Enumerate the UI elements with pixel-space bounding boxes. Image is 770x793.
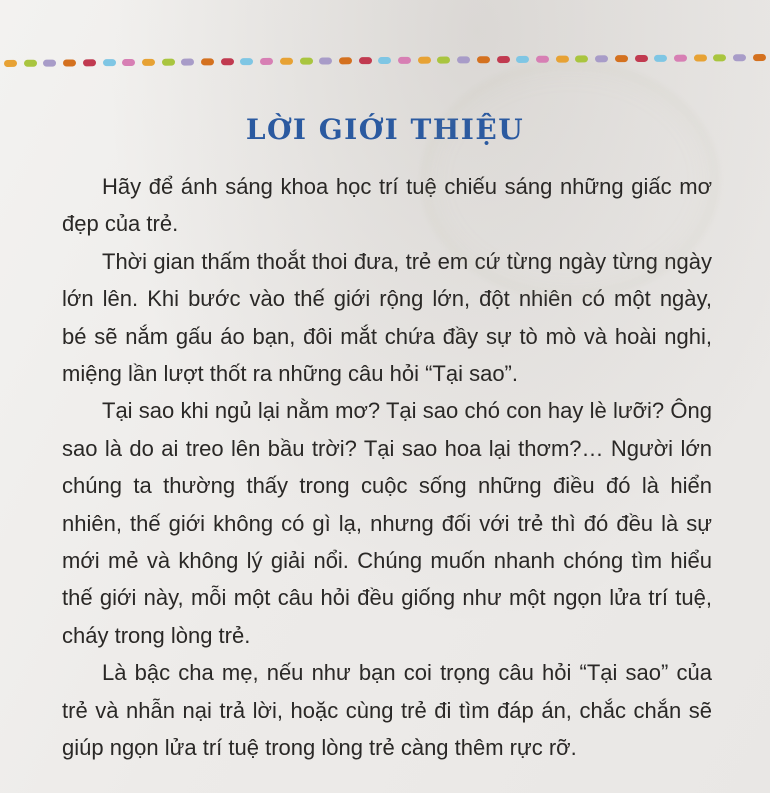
paragraph (62, 654, 712, 766)
text-line: mới mẻ và không lý giải nổi. Chúng muốn nhanh chóng tìm hiểu (62, 548, 712, 574)
dashed-divider (4, 54, 766, 67)
dash (536, 56, 549, 63)
dash (181, 58, 194, 65)
text-line: đẹp của trẻ. (62, 211, 179, 237)
dash (260, 58, 273, 65)
dash (575, 55, 588, 62)
dash (63, 59, 76, 66)
dash (556, 56, 569, 63)
text-line: chúng ta thường thấy trong cuộc sống những điều đó là hiển (62, 473, 712, 499)
dash (102, 59, 115, 66)
dash (300, 58, 313, 65)
dash (4, 60, 17, 67)
dash (457, 56, 470, 63)
dash (477, 56, 490, 63)
dash (713, 54, 726, 61)
body-text (62, 168, 712, 767)
dash (83, 59, 96, 66)
text-line: Hãy để ánh sáng khoa học trí tuệ chiếu sáng những giấc mơ (102, 174, 712, 199)
paragraph (62, 392, 712, 654)
dash (24, 60, 37, 67)
dash (162, 59, 175, 66)
dash (339, 57, 352, 64)
dash (694, 54, 707, 61)
text-line: Thời gian thấm thoắt thoi đưa, trẻ em cứ từng ngày từng ngày (102, 248, 712, 274)
dash (221, 58, 234, 65)
dash (43, 60, 56, 67)
dash (516, 56, 529, 63)
text-line: thế giới này, mỗi một câu hỏi đều giống như một ngọn lửa trí tuệ, (62, 585, 712, 611)
dash (654, 55, 667, 62)
dash (201, 58, 214, 65)
page-title: LỜI GIỚI THIỆU (245, 113, 525, 146)
text-line: trẻ và nhẫn nại trả lời, hoặc cùng trẻ đi tìm đáp án, chắc chắn sẽ (62, 697, 712, 723)
dash (733, 54, 746, 61)
paragraph (62, 168, 712, 243)
text-line: giúp ngọn lửa trí tuệ trong lòng trẻ càng thêm rực rỡ. (62, 735, 577, 761)
text-line: Tại sao khi ngủ lại nằm mơ? Tại sao chó con hay lè lưỡi? Ông (102, 398, 712, 424)
dash (674, 55, 687, 62)
text-line: lớn lên. Khi bước vào thế giới rộng lớn, đột nhiên có một ngày, (62, 286, 712, 312)
dash (418, 57, 431, 64)
dash (280, 58, 293, 65)
dash (240, 58, 253, 65)
text-line: bé sẽ nắm gấu áo bạn, đôi mắt chứa đầy sự tò mò và hoài nghi, (62, 323, 712, 349)
dash (378, 57, 391, 64)
text-line: Là bậc cha mẹ, nếu như bạn coi trọng câu hỏi “Tại sao” của (102, 660, 712, 686)
dash (595, 55, 608, 62)
dash (142, 59, 155, 66)
dash (497, 56, 510, 63)
dash (753, 54, 766, 61)
dash (122, 59, 135, 66)
dash (398, 57, 411, 64)
dash (437, 56, 450, 63)
text-line: miệng lần lượt thốt ra những câu hỏi “Tại sao”. (62, 361, 518, 387)
text-line: cháy trong lòng trẻ. (62, 622, 251, 648)
paragraph (62, 243, 712, 393)
text-line: nhiên, thế giới không có gì lạ, nhưng đối với trẻ thì đó đều là sự (62, 510, 712, 536)
dash (634, 55, 647, 62)
dash (359, 57, 372, 64)
dash (319, 57, 332, 64)
dash (615, 55, 628, 62)
text-line: sao là do ai treo lên bầu trời? Tại sao hoa lại thơm?… Người lớn (62, 435, 712, 461)
